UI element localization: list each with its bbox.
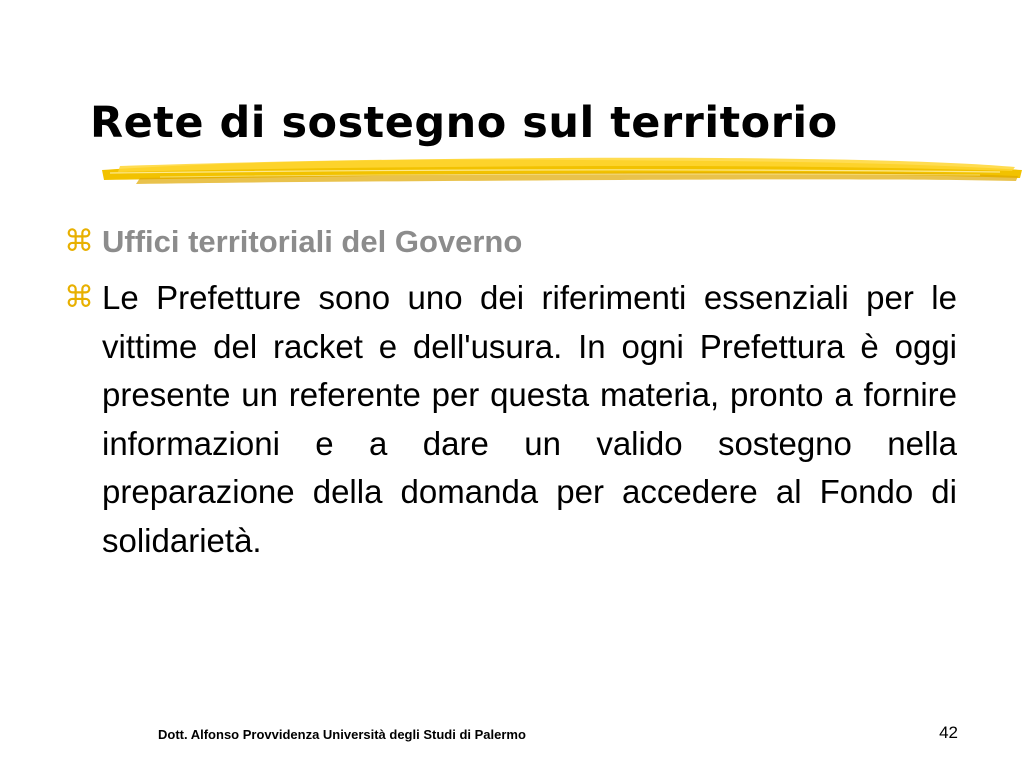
slide-title: Rete di sostegno sul territorio [90,98,838,148]
footer-author: Dott. Alfonso Provvidenza Università degli Studi di Palermo [158,727,526,742]
bullet-heading: Uffici territoriali del Governo [102,224,523,259]
bullet-paragraph: Le Prefetture sono uno dei riferimenti essenziali per le vittime del racket e dell'usura. In ogni Prefettura è oggi presente un referente per questa materia, pronto a fornire informazioni e a dare un valido sostegno nella preparazione della domanda per accedere al Fondo di solidarietà. [102,279,957,559]
z-bullet-icon: ⌘ [64,224,94,259]
page-number: 42 [939,723,958,742]
z-bullet-icon: ⌘ [64,280,94,315]
list-item [64,274,957,565]
title-underline-brushstroke [100,148,1024,188]
bullet-list [64,218,957,565]
list-item [64,218,957,266]
